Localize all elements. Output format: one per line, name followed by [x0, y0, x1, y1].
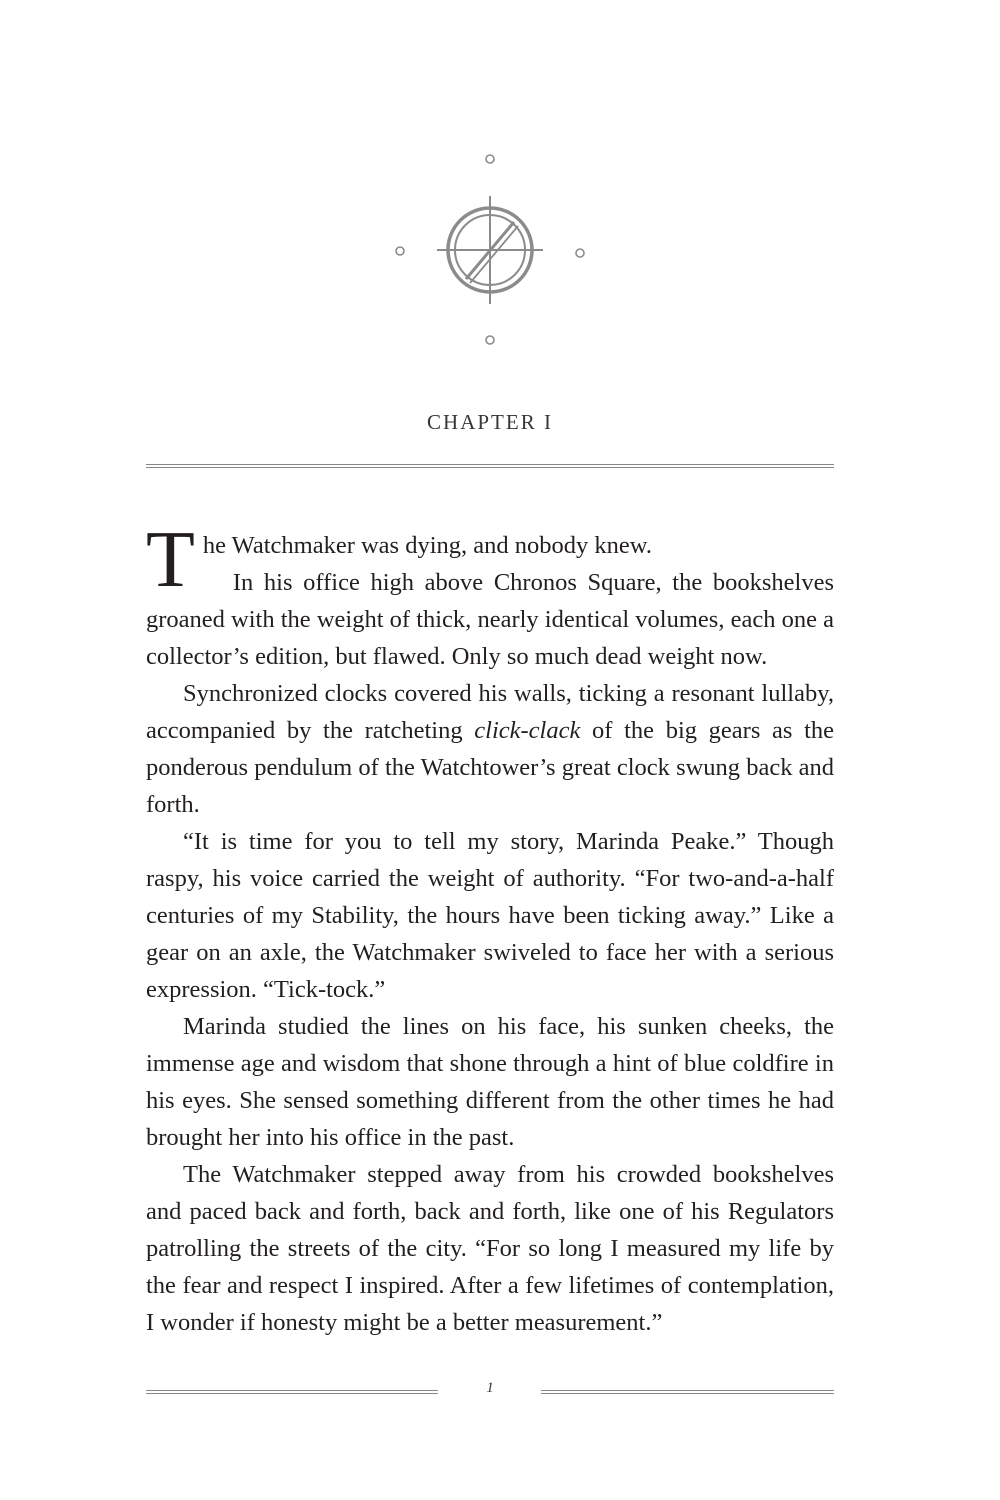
paragraph-2-part-a: Synchronized clocks covered his walls, ticking a resonant lullaby, accompanied by the ratcheting — [146, 680, 834, 744]
opening-paragraph — [146, 516, 834, 675]
chapter-body — [146, 516, 835, 1341]
footer-rule-right — [541, 1390, 834, 1394]
ornament-dot-left — [396, 247, 404, 255]
paragraph-2-part-b: of the big gears as the ponderous pendulum of the Watchtower’s great clock swung back and forth. — [146, 717, 835, 818]
paragraph-4: Marinda studied the lines on his face, his sunken cheeks, the immense age and wisdom that shone through a hint of blue coldfire in his eyes. She sensed something different from the other times he had brought her into his office in the past. — [146, 1013, 834, 1151]
ornament-dot-bottom — [486, 336, 494, 344]
ornament-slash-b — [470, 226, 518, 283]
ornament-dot-right — [576, 249, 584, 257]
paragraph-3: “It is time for you to tell my story, Marinda Peake.” Though raspy, his voice carried the weight of authority. “For two-and-a-half centuries of my Stability, the hours have been ticking away.” Like a gear on an axle, the Watchmaker swiveled to face her with a serious expression. “Tick-tock.” — [146, 828, 834, 1003]
paragraph-1: In his office high above Chronos Square, the bookshelves groaned with the weight of thick, nearly identical volumes, each one a collector’s edition, but flawed. Only so much dead weight now. — [146, 569, 834, 670]
paragraph-2-italic: click-clack — [474, 717, 581, 744]
drop-cap: T — [146, 516, 195, 604]
heading-divider — [146, 464, 834, 468]
paragraph-5: The Watchmaker stepped away from his crowded bookshelves and paced back and forth, back and forth, like one of his Regulators patrolling the streets of the city. “For so long I measured my life by the fear and respect I inspired. After a few lifetimes of contemplation, I wonder if honesty might be a better measurement.” — [146, 1161, 834, 1336]
footer-rule-left — [146, 1390, 438, 1394]
ornament-dot-top — [486, 155, 494, 163]
chapter-heading: CHAPTER I — [427, 410, 553, 434]
page-number: 1 — [486, 1380, 494, 1396]
paragraph-2 — [146, 675, 834, 823]
chapter-ornament-icon — [0, 0, 1000, 400]
opening-sentence: he Watchmaker was dying, and nobody knew. — [202, 532, 652, 559]
